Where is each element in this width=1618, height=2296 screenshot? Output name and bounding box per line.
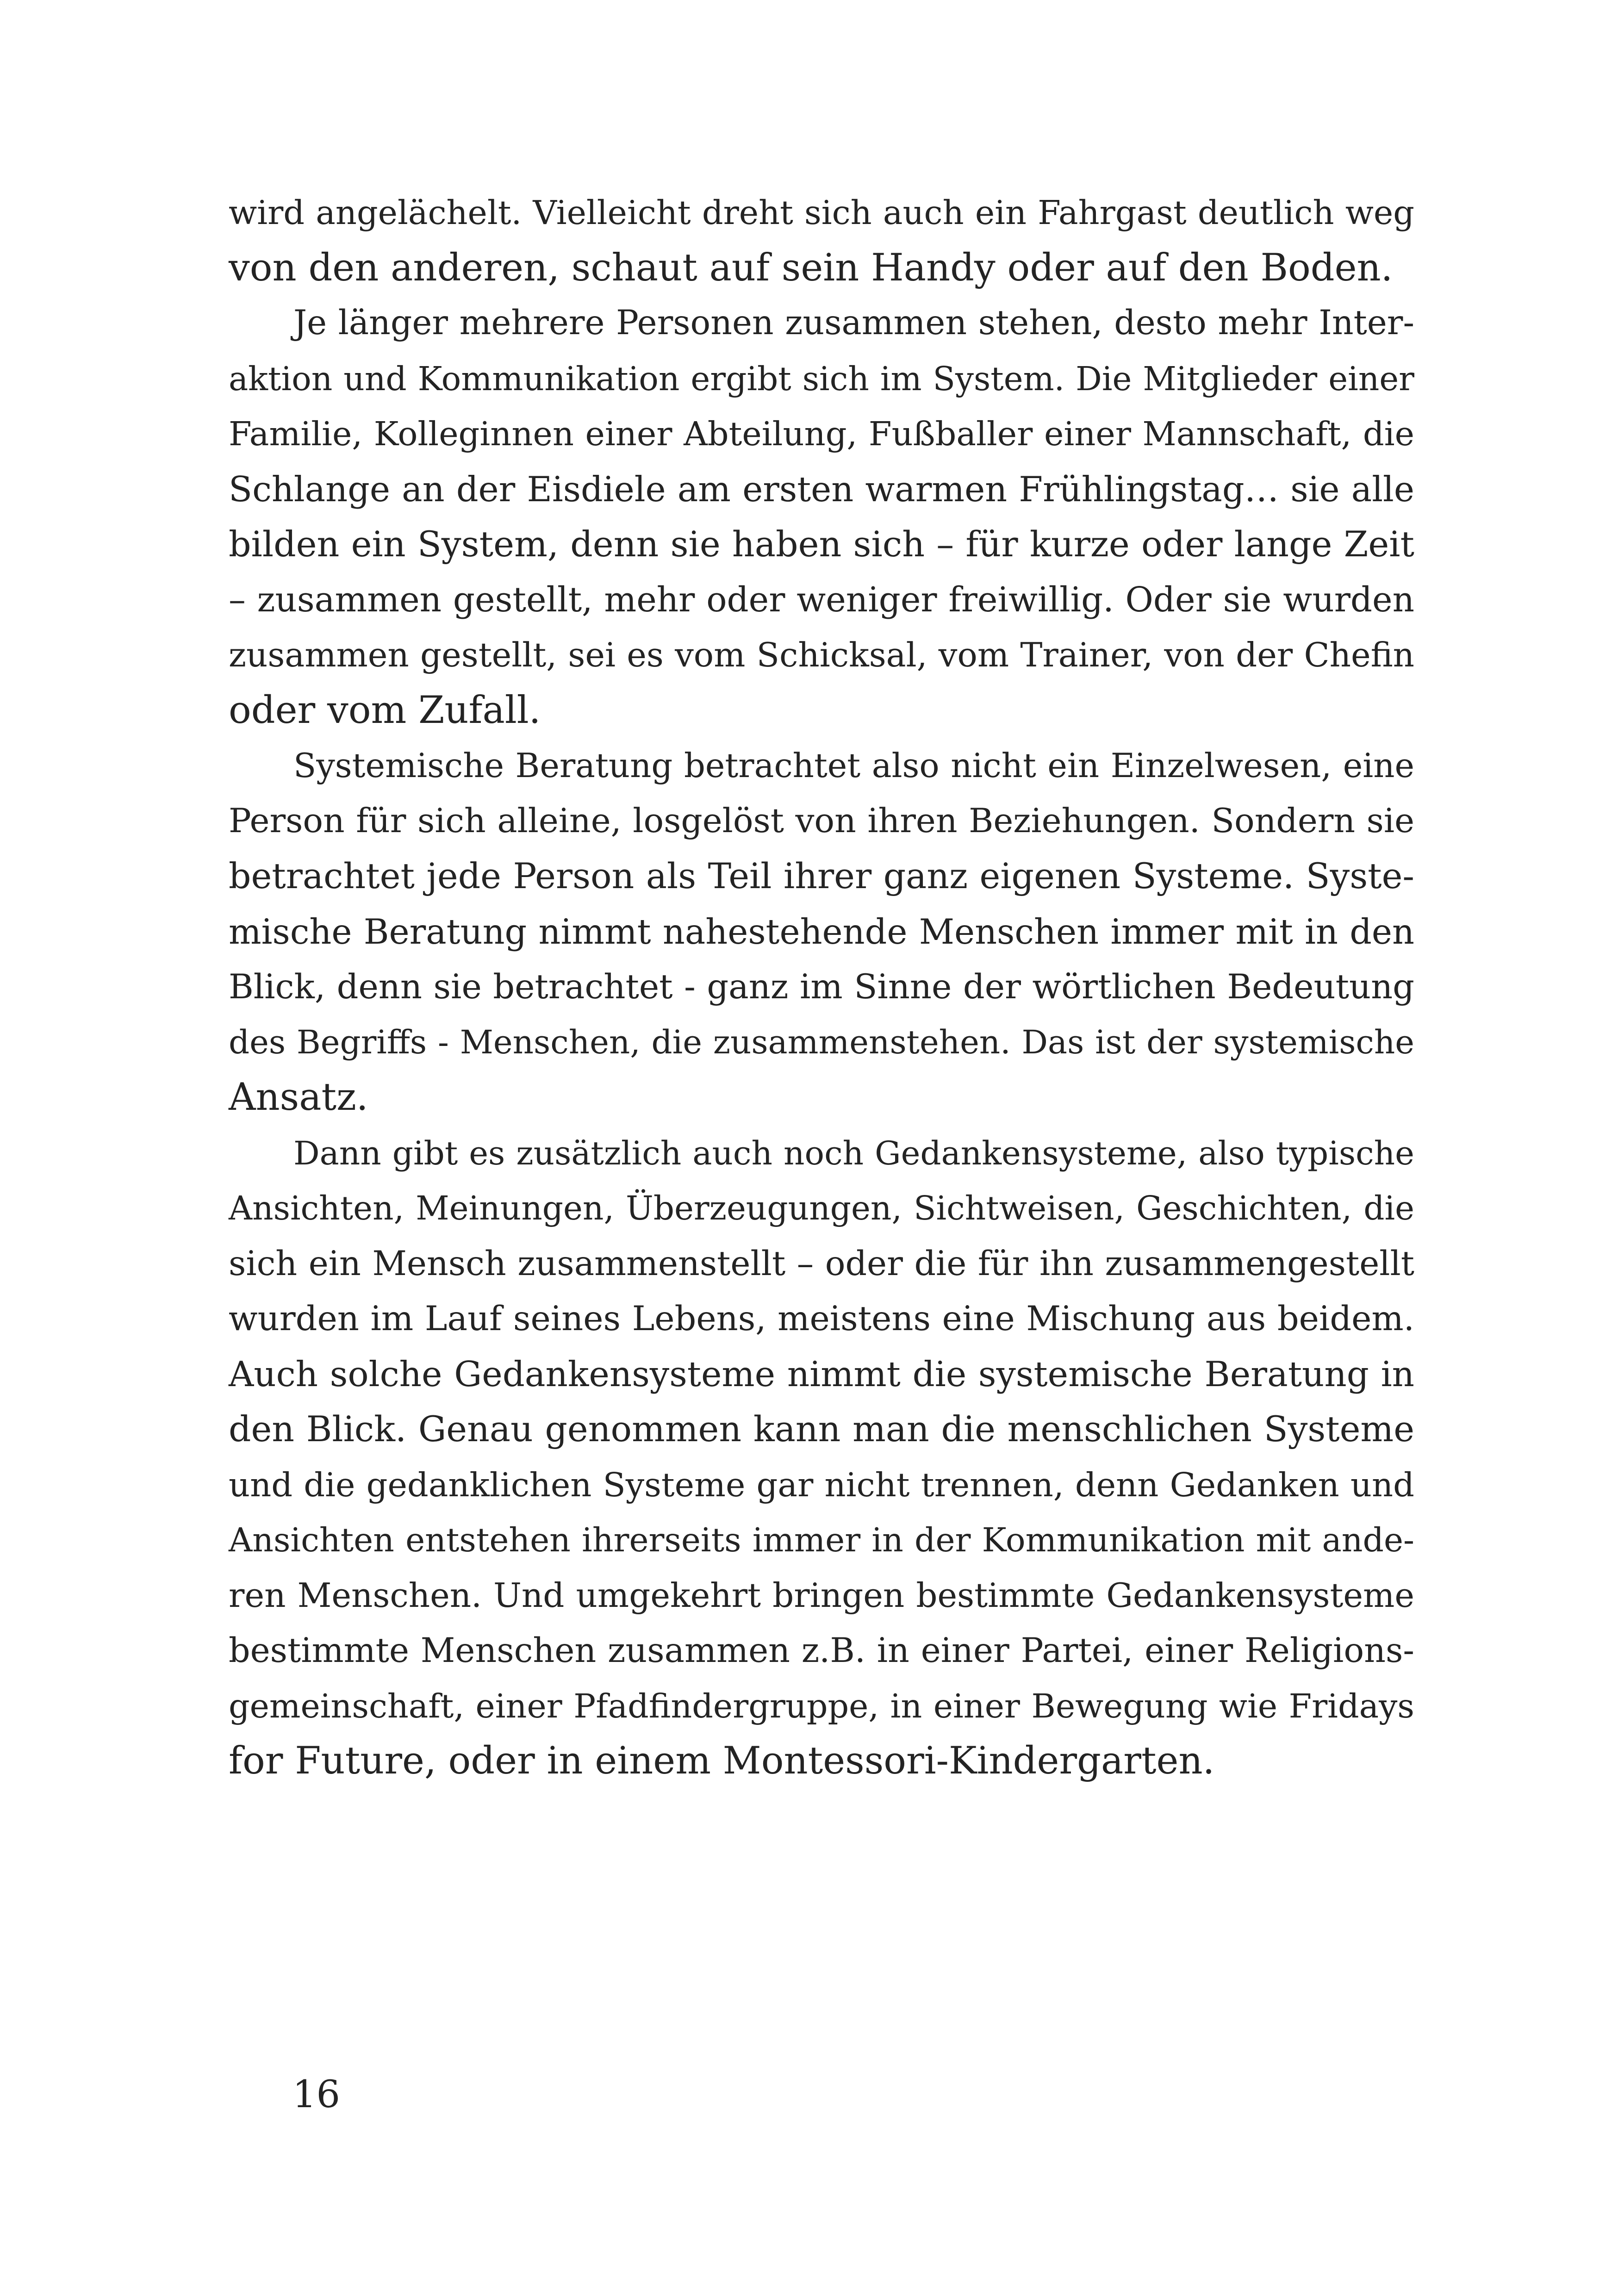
text-line: Dann gibt es zusätzlich auch noch Gedankensysteme, also typische [293, 1133, 1414, 1172]
text-line: den Blick. Genau genommen kann man die menschlichen Systeme [229, 1409, 1414, 1450]
text-line: aktion und Kommunikation ergibt sich im System. Die Mitglieder einer [229, 359, 1414, 398]
text-line: Ansichten, Meinungen, Überzeugungen, Sichtweisen, Geschichten, die [229, 1189, 1414, 1227]
text-line: von den anderen, schaut auf sein Handy oder auf den Boden. [229, 246, 1393, 290]
text-line: for Future, oder in einem Montessori-Kindergarten. [229, 1739, 1215, 1783]
text-line: Je länger mehrere Personen zusammen stehen, desto mehr Inter- [293, 304, 1414, 342]
text-line: wird angelächelt. Vielleicht dreht sich auch ein Fahrgast deutlich weg [229, 193, 1414, 232]
text-line: bilden ein System, denn sie haben sich – für kurze oder lange Zeit [229, 524, 1414, 565]
text-line: und die gedanklichen Systeme gar nicht trennen, denn Gedanken und [229, 1465, 1414, 1504]
text-line: Familie, Kolleginnen einer Abteilung, Fußballer einer Mannschaft, die [229, 415, 1414, 453]
text-line: zusammen gestellt, sei es vom Schicksal, vom Trainer, von der Chefin [229, 635, 1414, 674]
page-number: 16 [292, 2073, 341, 2116]
text-line: des Begriffs - Menschen, die zusammenstehen. Das ist der systemische [229, 1023, 1414, 1061]
text-line: Ansichten entstehen ihrerseits immer in der Kommunikation mit ande- [229, 1521, 1414, 1559]
text-line: ren Menschen. Und umgekehrt bringen bestimmte Gedankensysteme [229, 1575, 1414, 1615]
text-line: Systemische Beratung betrachtet also nicht ein Einzelwesen, eine [293, 746, 1414, 785]
text-line: bestimmte Menschen zusammen z.B. in einer Partei, einer Religions- [229, 1631, 1414, 1670]
text-line: Person für sich alleine, losgelöst von ihren Beziehungen. Sondern sie [229, 801, 1414, 840]
text-line: Schlange an der Eisdiele am ersten warmen Frühlingstag… sie alle [229, 469, 1414, 510]
text-line: betrachtet jede Person als Teil ihrer ganz eigenen Systeme. Syste- [229, 856, 1414, 896]
text-line: gemeinschaft, einer Pfadfindergruppe, in einer Bewegung wie Fridays [229, 1686, 1414, 1725]
text-line: wurden im Lauf seines Lebens, meistens eine Mischung aus beidem. [229, 1299, 1414, 1338]
body-text [229, 185, 1414, 1789]
text-line: – zusammen gestellt, mehr oder weniger freiwillig. Oder sie wurden [229, 580, 1414, 620]
text-line: oder vom Zufall. [229, 688, 541, 732]
text-line: Auch solche Gedankensysteme nimmt die systemische Beratung in [229, 1353, 1414, 1394]
text-line: Ansatz. [229, 1076, 368, 1119]
text-line: sich ein Mensch zusammenstellt – oder die für ihn zusammengestellt [229, 1244, 1414, 1283]
text-line: mische Beratung nimmt nahestehende Menschen immer mit in den [229, 911, 1414, 952]
text-line: Blick, denn sie betrachtet - ganz im Sinne der wörtlichen Bedeutung [229, 967, 1414, 1007]
